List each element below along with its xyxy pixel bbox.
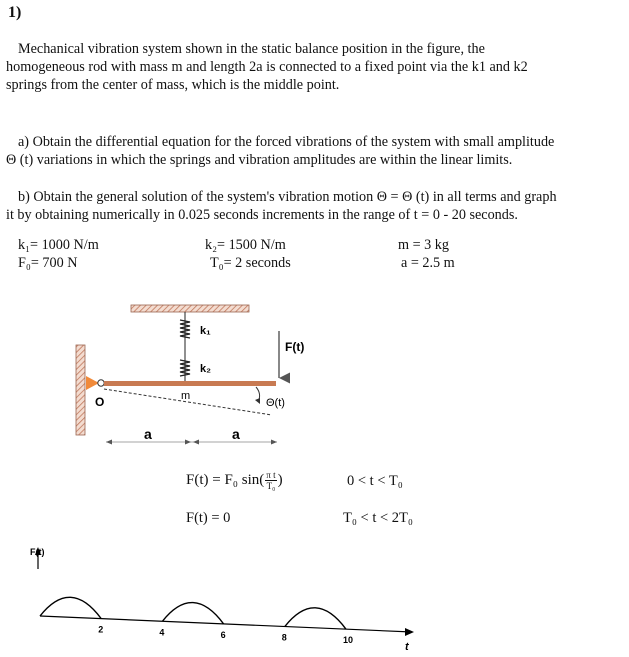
formula-1-fraction <box>265 470 276 491</box>
part-b-paragraph <box>6 188 626 224</box>
intro-line: springs from the center of mass, which is the middle point. <box>6 77 340 93</box>
force-pulse <box>40 597 101 618</box>
formula-1 <box>186 470 283 491</box>
given-m: m = 3 kg <box>398 237 449 253</box>
intro-line: Mechanical vibration system shown in the static balance position in the figure, the <box>18 41 485 57</box>
dim-arrow <box>193 440 199 445</box>
wall-support <box>76 345 85 435</box>
angle-arrowhead <box>255 398 260 404</box>
force-graph <box>0 545 629 657</box>
part-a-paragraph <box>6 133 626 169</box>
dim-a-left: a <box>144 426 152 442</box>
dim-arrow <box>185 440 191 445</box>
k2-label: k₂ <box>200 363 212 375</box>
given-a: a = 2.5 m <box>401 255 455 271</box>
force-pulse <box>162 603 223 624</box>
part-b-line: b) Obtain the general solution of the system's vibration motion Θ = Θ (t) in all terms and graph <box>18 189 557 205</box>
spring-k1 <box>180 320 190 338</box>
tick-label: 6 <box>220 629 226 640</box>
part-a-line: a) Obtain the differential equation for the forced vibrations of the system with small amplitude <box>18 134 555 150</box>
pivot-triangle <box>86 376 99 390</box>
formula-1-denominator: T₀ <box>266 481 276 491</box>
tick-label: 4 <box>159 627 165 638</box>
formula-2-range: T₀ < t < 2T₀ <box>343 510 413 526</box>
dim-arrow <box>271 440 277 445</box>
given-k1: k₁= 1000 N/m <box>18 237 99 253</box>
dim-arrow <box>106 440 112 445</box>
given-k2: k₂= 1500 N/m <box>205 237 286 253</box>
ceiling-support <box>131 305 249 312</box>
formula-1-range: 0 < t < T₀ <box>347 473 403 489</box>
pivot-label: O <box>95 395 105 409</box>
part-a-line: Θ (t) variations in which the springs and vibration amplitudes are within the linear limits. <box>6 152 513 168</box>
formula-1-close: ) <box>277 471 283 488</box>
graph-x-axis <box>40 616 412 632</box>
tick-label: 10 <box>343 635 354 646</box>
given-T0: T₀= 2 seconds <box>210 255 291 271</box>
formula-1-lhs: F(t) = F₀ sin( <box>186 471 265 488</box>
force-pulse <box>285 608 346 629</box>
intro-paragraph <box>6 40 626 94</box>
intro-line: homogeneous rod with mass m and length 2a is connected to a fixed point via the k1 and k2 <box>6 59 528 75</box>
system-figure <box>0 298 629 458</box>
rod <box>104 381 276 386</box>
graph-ylabel: F(t) <box>30 547 45 557</box>
problem-number: 1) <box>8 4 22 21</box>
angle-label: Θ(t) <box>266 397 285 409</box>
dim-a-right: a <box>232 426 240 442</box>
force-label: F(t) <box>285 340 305 354</box>
pivot-pin <box>98 380 104 386</box>
formula-1-numerator: π t <box>266 470 276 480</box>
part-b-line: it by obtaining numerically in 0.025 seconds increments in the range of t = 0 - 20 seconds. <box>6 207 518 223</box>
formula-2: F(t) = 0 <box>186 510 231 526</box>
given-F0: F₀= 700 N <box>18 255 78 271</box>
tick-label: 2 <box>98 624 104 635</box>
tick-label: 8 <box>281 632 287 643</box>
graph-x-arrow <box>405 628 414 636</box>
k1-label: k₁ <box>200 325 211 337</box>
graph-marks <box>40 597 353 645</box>
graph-xlabel: t <box>405 641 409 653</box>
mass-label: m <box>181 390 191 402</box>
